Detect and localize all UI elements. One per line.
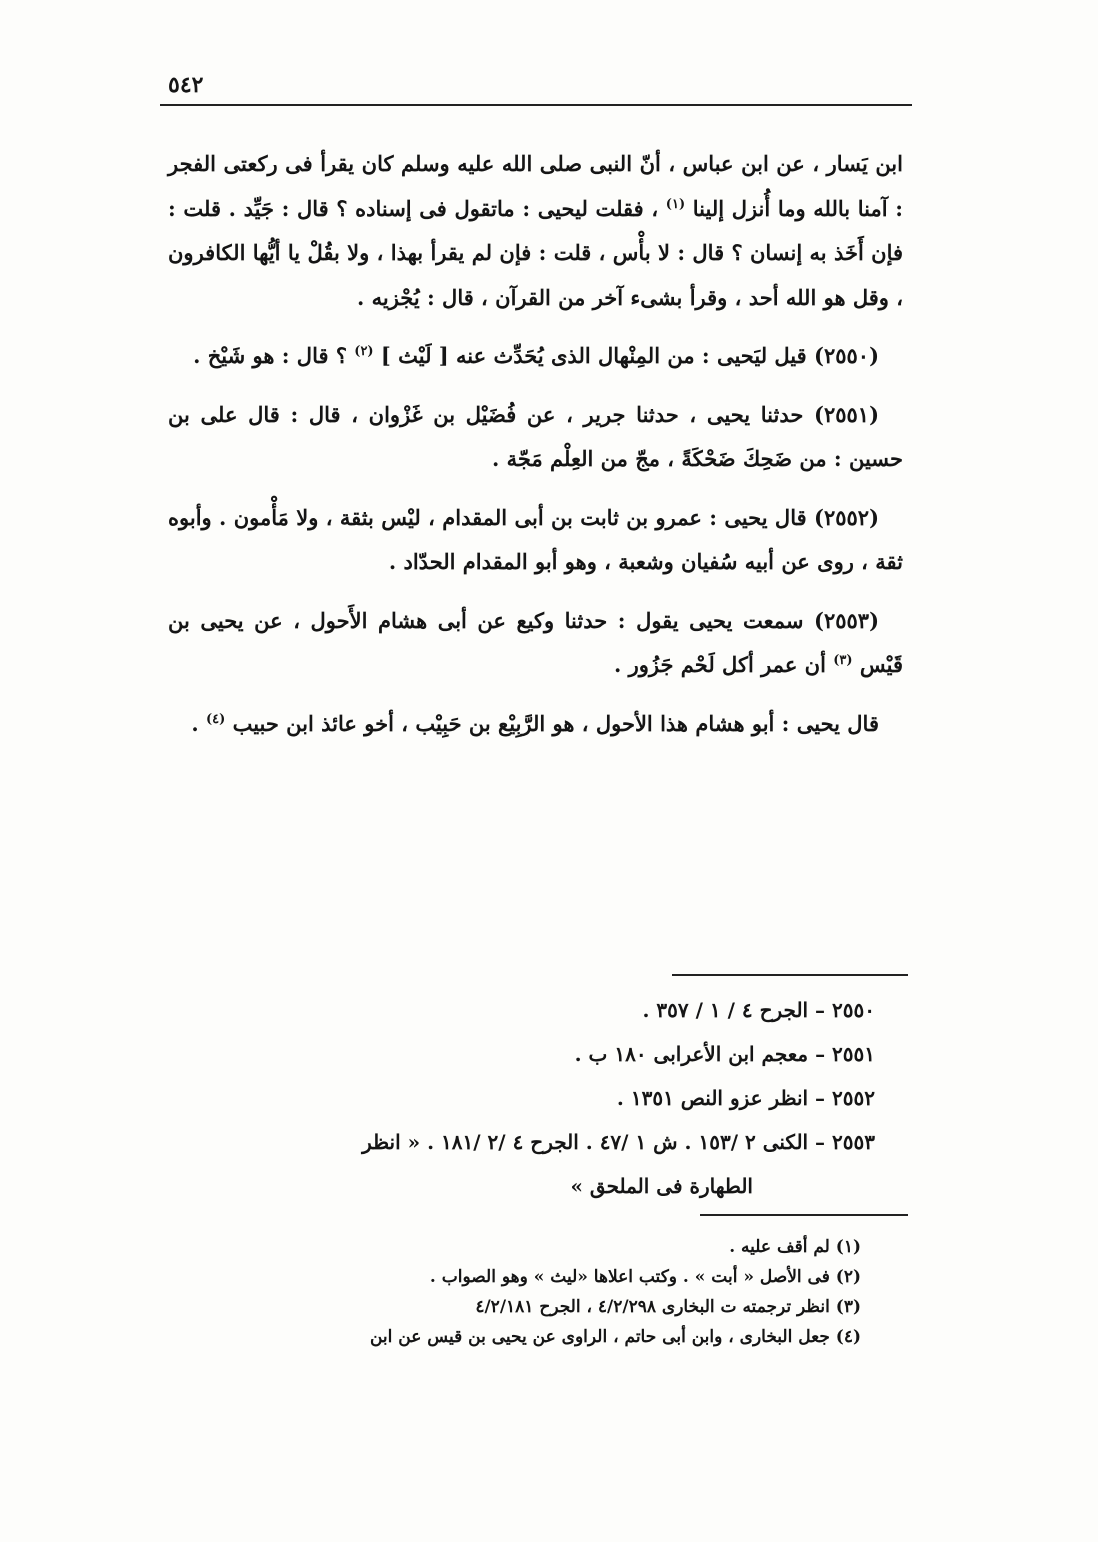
paragraph-2550 (168, 334, 903, 379)
references-rule (672, 974, 908, 976)
paragraph-text: . (191, 710, 199, 736)
footnote: (١) لم أقف عليه . (729, 1237, 861, 1257)
main-text (168, 142, 903, 760)
paragraph-yahya-comment (168, 702, 903, 747)
paragraph-text: (٢٥٥٢) قال يحيى : عمرو بن ثابت بن أبى المقدام ، ليْس بثقة ، ولا مَأْمون . وأبوه ثقة ، روى عن أبيه سُفيان وشعبة ، وهو أبو المقدام الحدّاد . (168, 504, 903, 574)
paragraph-2553 (168, 599, 903, 688)
paragraph-text: قال يحيى : أبو هشام هذا الأحول ، هو الرَّبِيْع بن حَبِيْب ، أخو عائذ ابن حبيب (232, 710, 879, 736)
reference-line: ٢٥٥٠ – الجرح ٤ / ١ / ٣٥٧ . (642, 998, 875, 1022)
reference-continuation: الطهارة فى الملحق » (570, 1174, 753, 1198)
paragraph-text: (٢٥٥٠) قيل ليَحيى : من المِنْهال الذى يُحَدِّث عنه [ لَيْث ] (380, 343, 879, 368)
footnote: (٣) انظر ترجمته ت البخارى ٤/٢/٢٩٨ ، الجرح ٤/٢/١٨١ (475, 1297, 861, 1317)
footnote-marker: (٣) (833, 653, 853, 668)
references-section (168, 988, 903, 1208)
page-number: ٥٤٢ (168, 72, 204, 98)
header-rule (160, 104, 912, 106)
reference-line: ٢٥٥٣ – الكنى ٢ /١٥٣ . ش ١ /٤٧ . الجرح ٤ /٢ /١٨١ . « انظر (362, 1130, 875, 1154)
paragraph-text: أن عمر أكل لَحْم جَزُور . (614, 652, 826, 677)
footnote: (٤) جعل البخارى ، وابن أبى حاتم ، الراوى عن يحيى بن قيس عن ابن (369, 1327, 861, 1347)
footnote-marker: (١) (665, 196, 686, 212)
paragraph-2551 (168, 393, 903, 482)
paragraph-2552 (168, 496, 903, 585)
paragraph-text: ، فقلت ليحيى : ماتقول فى إسناده ؟ قال : جَيِّد . قلت : فإن أَخَذ به إنسان ؟ قال : لا بأْس ، قلت : فإن لم يقرأ بهذا ، ولا بقُلْ يا أيُّها الكافرون ، وقل هو الله أحد ، وقرأ بشىء آخر من القرآن ، قال : يُجْزيه . (168, 195, 903, 310)
footnotes-rule (700, 1214, 908, 1216)
reference-line: ٢٥٥١ – معجم ابن الأعرابى ١٨٠ ب . (574, 1042, 875, 1066)
paragraph-text: ابن يَسار ، عن ابن عباس ، أنّ النبى صلى الله عليه وسلم كان يقرأ فى ركعتى الفجر : آمنا بالله وما أُنزل إلينا (168, 151, 904, 221)
reference-line: ٢٥٥٢ – انظر عزو النص ١٣٥١ . (616, 1086, 875, 1110)
footnotes-section (168, 1232, 903, 1352)
paragraph-text: (٢٥٥١) حدثنا يحيى ، حدثنا جرير ، عن فُضَيْل بن غَزْوان ، قال : قال على بن حسين : من ضَحِكَ ضَحْكَةً ، مجّ من العِلْم مَجّة . (168, 401, 903, 471)
paragraph-text: ؟ قال : هو شَيْخ . (193, 343, 347, 368)
footnote-marker: (٤) (205, 711, 226, 727)
paragraph-text: (٢٥٥٣) سمعت يحيى يقول : حدثنا وكيع عن أبى هشام الأَحول ، عن يحيى بن قَيْس (168, 607, 903, 677)
footnote-marker: (٢) (354, 344, 374, 359)
footnote: (٢) فى الأصل « أبت » . وكتب اعلاها «ليث » وهو الصواب . (429, 1267, 861, 1287)
paragraph-intro (168, 142, 903, 320)
